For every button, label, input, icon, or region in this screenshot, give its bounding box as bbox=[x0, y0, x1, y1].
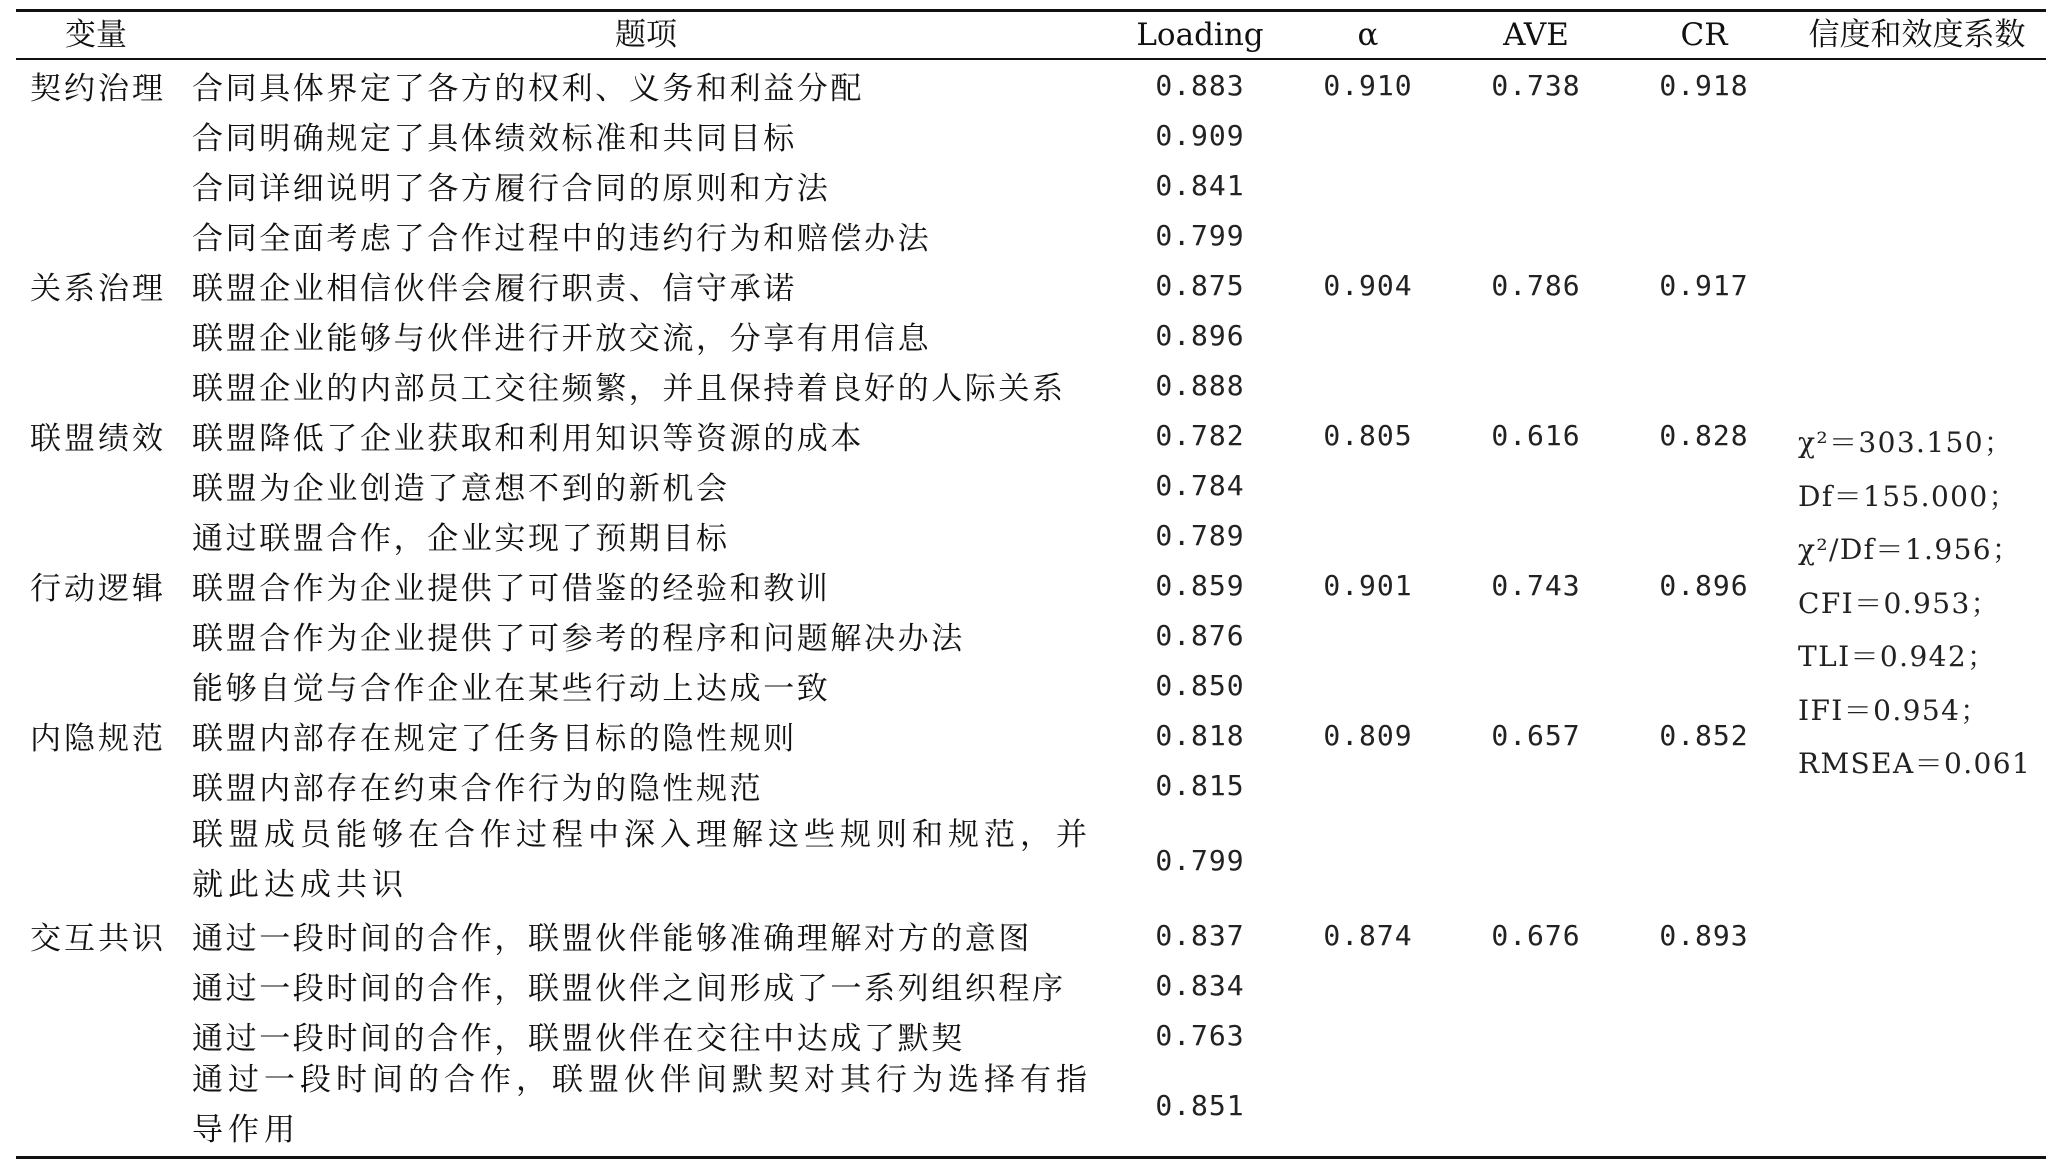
fit-cfi: CFI＝0.953； bbox=[1798, 586, 2001, 620]
item-cell: 联盟企业能够与伙伴进行开放交流，分享有用信息 bbox=[192, 320, 932, 357]
loading-cell: 0.888 bbox=[1155, 368, 1245, 402]
item-cell: 联盟合作为企业提供了可参考的程序和问题解决办法 bbox=[192, 620, 965, 657]
header-reliability: 信度和效度系数 bbox=[1808, 17, 2026, 53]
cr-cell bbox=[1620, 960, 1788, 1010]
alpha-cell: 0.910 bbox=[1323, 68, 1413, 102]
ave-cell: 0.676 bbox=[1491, 918, 1581, 952]
alpha-cell bbox=[1284, 210, 1452, 260]
alpha-cell bbox=[1284, 110, 1452, 160]
ave-cell bbox=[1452, 510, 1620, 560]
item-cell: 联盟降低了企业获取和利用知识等资源的成本 bbox=[192, 420, 864, 457]
alpha-cell bbox=[1284, 510, 1452, 560]
variable-cell: 交互共识 bbox=[30, 920, 166, 957]
cr-cell bbox=[1620, 760, 1788, 810]
ave-cell: 0.786 bbox=[1491, 268, 1581, 302]
alpha-cell bbox=[1284, 760, 1452, 810]
table-row bbox=[16, 610, 2046, 660]
cr-cell bbox=[1620, 1055, 1788, 1155]
alpha-cell: 0.805 bbox=[1323, 418, 1413, 452]
cr-cell bbox=[1620, 310, 1788, 360]
table-row bbox=[16, 60, 2046, 110]
loading-cell: 0.909 bbox=[1155, 118, 1245, 152]
variable-cell bbox=[30, 810, 180, 910]
ave-cell: 0.738 bbox=[1491, 68, 1581, 102]
table-row bbox=[16, 960, 2046, 1010]
table-row bbox=[16, 810, 2046, 910]
alpha-cell bbox=[1284, 360, 1452, 410]
ave-cell: 0.743 bbox=[1491, 568, 1581, 602]
item-cell: 联盟内部存在规定了任务目标的隐性规则 bbox=[192, 720, 797, 757]
ave-cell bbox=[1452, 1055, 1620, 1155]
cr-cell bbox=[1620, 460, 1788, 510]
loading-cell: 0.782 bbox=[1155, 418, 1245, 452]
ave-cell: 0.657 bbox=[1491, 718, 1581, 752]
loading-cell: 0.875 bbox=[1155, 268, 1245, 302]
ave-cell bbox=[1452, 210, 1620, 260]
item-cell: 合同具体界定了各方的权利、义务和利益分配 bbox=[192, 70, 864, 107]
loading-cell: 0.851 bbox=[1155, 1088, 1245, 1122]
loading-cell: 0.896 bbox=[1155, 318, 1245, 352]
header-alpha: α bbox=[1357, 17, 1379, 53]
variable-cell bbox=[30, 610, 180, 660]
ave-cell bbox=[1452, 110, 1620, 160]
cr-cell bbox=[1620, 510, 1788, 560]
alpha-cell bbox=[1284, 1010, 1452, 1060]
variable-cell bbox=[30, 110, 180, 160]
table-row bbox=[16, 1010, 2046, 1060]
cr-cell: 0.917 bbox=[1659, 268, 1749, 302]
item-cell: 通过一段时间的合作，联盟伙伴能够准确理解对方的意图 bbox=[192, 920, 1032, 957]
cr-cell: 0.893 bbox=[1659, 918, 1749, 952]
item-cell: 联盟企业的内部员工交往频繁，并且保持着良好的人际关系 bbox=[192, 370, 1066, 407]
variable-cell bbox=[30, 210, 180, 260]
alpha-cell: 0.809 bbox=[1323, 718, 1413, 752]
fit-chi2-df: χ²/Df＝1.956； bbox=[1798, 533, 2022, 566]
loading-cell: 0.834 bbox=[1155, 968, 1245, 1002]
variable-cell: 关系治理 bbox=[30, 270, 166, 307]
table-row bbox=[16, 910, 2046, 960]
ave-cell bbox=[1452, 610, 1620, 660]
cr-cell bbox=[1620, 210, 1788, 260]
alpha-cell bbox=[1284, 460, 1452, 510]
variable-cell: 行动逻辑 bbox=[30, 570, 166, 607]
ave-cell bbox=[1452, 160, 1620, 210]
loading-cell: 0.763 bbox=[1155, 1018, 1245, 1052]
loading-cell: 0.850 bbox=[1155, 668, 1245, 702]
bottom-rule bbox=[16, 1156, 2046, 1159]
fit-chi2: χ²＝303.150； bbox=[1798, 426, 2014, 459]
loading-cell: 0.789 bbox=[1155, 518, 1245, 552]
cr-cell bbox=[1620, 160, 1788, 210]
cr-cell bbox=[1620, 360, 1788, 410]
alpha-cell bbox=[1284, 1055, 1452, 1155]
cr-cell: 0.918 bbox=[1659, 68, 1749, 102]
table-row bbox=[16, 1055, 2046, 1155]
top-rule bbox=[16, 9, 2046, 12]
fit-rmsea: RMSEA＝0.061 bbox=[1798, 747, 2032, 780]
ave-cell bbox=[1452, 360, 1620, 410]
ave-cell bbox=[1452, 1010, 1620, 1060]
cr-cell: 0.896 bbox=[1659, 568, 1749, 602]
cr-cell bbox=[1620, 610, 1788, 660]
loading-cell: 0.883 bbox=[1155, 68, 1245, 102]
table-row bbox=[16, 410, 2046, 460]
ave-cell bbox=[1452, 760, 1620, 810]
ave-cell: 0.616 bbox=[1491, 418, 1581, 452]
alpha-cell bbox=[1284, 660, 1452, 710]
alpha-cell: 0.904 bbox=[1323, 268, 1413, 302]
item-cell: 通过联盟合作，企业实现了预期目标 bbox=[192, 520, 730, 557]
alpha-cell: 0.874 bbox=[1323, 918, 1413, 952]
alpha-cell bbox=[1284, 310, 1452, 360]
loading-cell: 0.784 bbox=[1155, 468, 1245, 502]
alpha-cell bbox=[1284, 810, 1452, 910]
variable-cell bbox=[30, 760, 180, 810]
table-row bbox=[16, 510, 2046, 560]
loading-cell: 0.815 bbox=[1155, 768, 1245, 802]
item-cell: 联盟成员能够在合作过程中深入理解这些规则和规范，并就此达成共识 bbox=[192, 817, 1092, 903]
variable-cell bbox=[30, 160, 180, 210]
table-row bbox=[16, 560, 2046, 610]
table-row bbox=[16, 110, 2046, 160]
loading-cell: 0.859 bbox=[1155, 568, 1245, 602]
ave-cell bbox=[1452, 310, 1620, 360]
variable-cell bbox=[30, 360, 180, 410]
cr-cell bbox=[1620, 660, 1788, 710]
loading-cell: 0.876 bbox=[1155, 618, 1245, 652]
variable-cell: 内隐规范 bbox=[30, 720, 166, 757]
item-cell: 联盟为企业创造了意想不到的新机会 bbox=[192, 470, 730, 507]
cr-cell bbox=[1620, 110, 1788, 160]
table-row bbox=[16, 760, 2046, 810]
item-cell: 联盟内部存在约束合作行为的隐性规范 bbox=[192, 770, 764, 807]
alpha-cell bbox=[1284, 610, 1452, 660]
item-cell: 联盟合作为企业提供了可借鉴的经验和教训 bbox=[192, 570, 831, 607]
item-cell: 通过一段时间的合作，联盟伙伴在交往中达成了默契 bbox=[192, 1020, 965, 1057]
loading-cell: 0.799 bbox=[1155, 218, 1245, 252]
header-ave: AVE bbox=[1503, 17, 1569, 53]
fit-indices bbox=[1798, 416, 2043, 791]
loading-cell: 0.841 bbox=[1155, 168, 1245, 202]
fit-df: Df＝155.000； bbox=[1798, 479, 2018, 513]
variable-cell bbox=[30, 310, 180, 360]
header-cr: CR bbox=[1680, 17, 1728, 53]
header-loading: Loading bbox=[1136, 17, 1264, 53]
variable-cell bbox=[30, 1010, 180, 1060]
fit-tli: TLI＝0.942； bbox=[1798, 640, 1997, 673]
variable-cell: 契约治理 bbox=[30, 70, 166, 107]
item-cell: 通过一段时间的合作，联盟伙伴间默契对其行为选择有指导作用 bbox=[192, 1062, 1092, 1148]
variable-cell bbox=[30, 960, 180, 1010]
loading-cell: 0.837 bbox=[1155, 918, 1245, 952]
table bbox=[16, 0, 2046, 1168]
header-item: 题项 bbox=[615, 17, 677, 53]
cr-cell: 0.852 bbox=[1659, 718, 1749, 752]
variable-cell: 联盟绩效 bbox=[30, 420, 166, 457]
ave-cell bbox=[1452, 660, 1620, 710]
item-cell: 合同明确规定了具体绩效标准和共同目标 bbox=[192, 120, 797, 157]
variable-cell bbox=[30, 460, 180, 510]
cr-cell: 0.828 bbox=[1659, 418, 1749, 452]
item-cell: 合同详细说明了各方履行合同的原则和方法 bbox=[192, 170, 831, 207]
table-row bbox=[16, 160, 2046, 210]
alpha-cell bbox=[1284, 960, 1452, 1010]
item-cell: 联盟企业相信伙伴会履行职责、信守承诺 bbox=[192, 270, 797, 307]
item-cell: 通过一段时间的合作，联盟伙伴之间形成了一系列组织程序 bbox=[192, 970, 1066, 1007]
table-row bbox=[16, 660, 2046, 710]
ave-cell bbox=[1452, 460, 1620, 510]
table-row bbox=[16, 210, 2046, 260]
variable-cell bbox=[30, 1055, 180, 1155]
variable-cell bbox=[30, 660, 180, 710]
table-row bbox=[16, 260, 2046, 310]
header-variable: 变量 bbox=[65, 17, 127, 53]
alpha-cell: 0.901 bbox=[1323, 568, 1413, 602]
variable-cell bbox=[30, 510, 180, 560]
fit-ifi: IFI＝0.954； bbox=[1798, 693, 1990, 727]
table-row bbox=[16, 460, 2046, 510]
loading-cell: 0.818 bbox=[1155, 718, 1245, 752]
table-row bbox=[16, 710, 2046, 760]
loading-cell: 0.799 bbox=[1155, 843, 1245, 877]
cr-cell bbox=[1620, 1010, 1788, 1060]
table-row bbox=[16, 360, 2046, 410]
table-row bbox=[16, 310, 2046, 360]
item-cell: 能够自觉与合作企业在某些行动上达成一致 bbox=[192, 670, 831, 707]
cr-cell bbox=[1620, 810, 1788, 910]
ave-cell bbox=[1452, 960, 1620, 1010]
item-cell: 合同全面考虑了合作过程中的违约行为和赔偿办法 bbox=[192, 220, 932, 257]
alpha-cell bbox=[1284, 160, 1452, 210]
ave-cell bbox=[1452, 810, 1620, 910]
